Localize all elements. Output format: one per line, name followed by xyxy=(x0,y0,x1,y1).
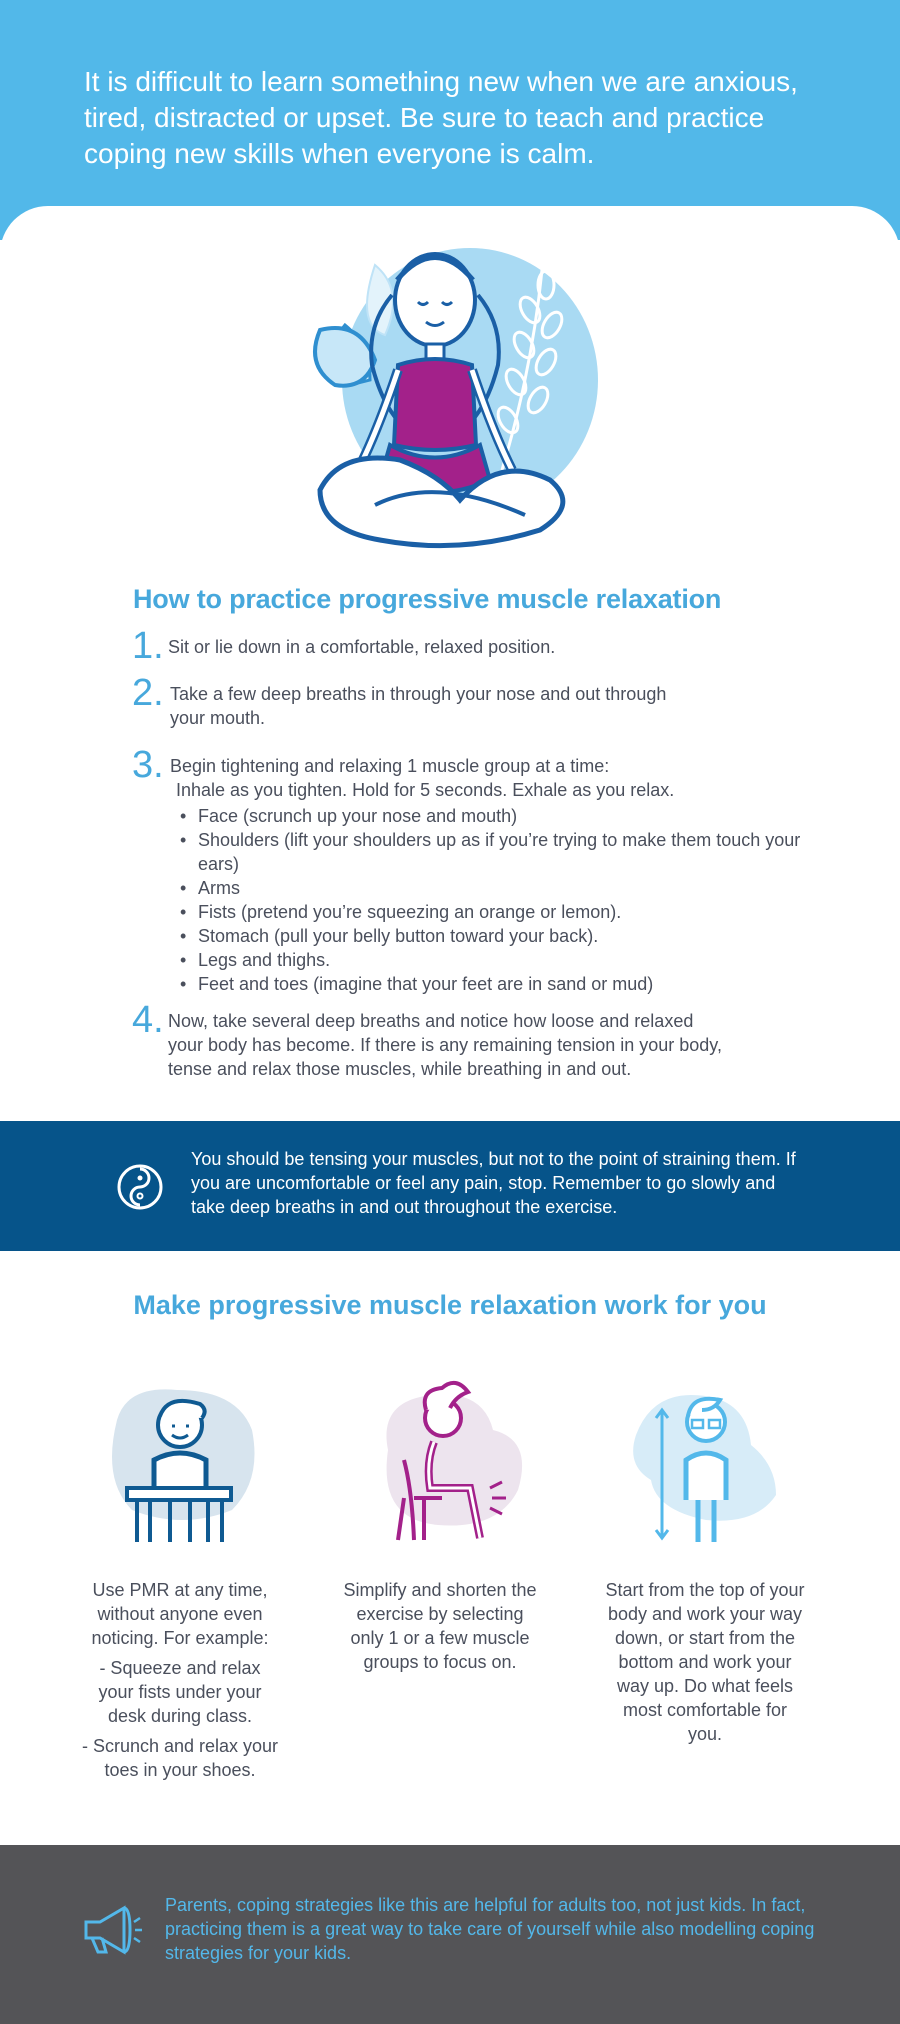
list-item: • Fists (pretend you’re squeezing an orange or lemon). xyxy=(180,900,810,924)
step-text: Now, take several deep breaths and notice how loose and relaxed xyxy=(168,1011,694,1031)
how-to-title: How to practice progressive muscle relaxation xyxy=(133,584,722,614)
step-number: 4. xyxy=(132,999,164,1041)
meditating-girl-illustration xyxy=(280,240,620,570)
list-item: • Stomach (pull your belly button toward your back). xyxy=(180,924,810,948)
tip-text: Start from the top of your body and work your way down, or start from the bottom and work your way up. Do what feels most comfortable for you. xyxy=(605,1580,805,1744)
step-text: Inhale as you tighten. Hold for 5 seconds. Exhale as you relax. xyxy=(176,780,675,800)
tip-example: - Scrunch and relax your toes in your shoes. xyxy=(81,1736,279,1780)
tip-text: Simplify and shorten the exercise by selecting only 1 or a few muscle groups to focus on. xyxy=(343,1580,537,1672)
tip-anytime xyxy=(80,1578,280,1782)
tip-example: - Squeeze and relax your fists under your desk during class. xyxy=(98,1658,262,1726)
step-text: Begin tightening and relaxing 1 muscle group at a time: xyxy=(170,756,610,776)
step-number: 3. xyxy=(132,744,164,786)
tip-simplify xyxy=(340,1578,540,1674)
tip-direction xyxy=(605,1578,805,1746)
step-text: Sit or lie down in a comfortable, relaxed position. xyxy=(168,637,556,657)
step-number: 1. xyxy=(132,625,164,667)
step-text: your mouth. xyxy=(170,708,266,728)
muscle-group-list xyxy=(170,804,810,996)
girl-sitting-on-chair-illustration xyxy=(368,1380,528,1545)
top-banner xyxy=(0,0,900,240)
make-it-work-title: Make progressive muscle relaxation work for you xyxy=(133,1290,767,1320)
list-item: • Arms xyxy=(180,876,810,900)
boy-standing-with-arrow-illustration xyxy=(626,1380,786,1545)
step-number: 2. xyxy=(132,672,164,714)
list-item: • Legs and thighs. xyxy=(180,948,810,972)
tip-text: Use PMR at any time, without anyone even noticing. For example: xyxy=(91,1580,269,1648)
caution-note xyxy=(0,1121,900,1251)
parents-text: Parents, coping strategies like this are helpful for adults too, not just kids. In fact, practicing them is a great way to take care of yourself while also modelling coping strategies for your kids. xyxy=(165,1895,815,1963)
caution-text: You should be tensing your muscles, but not to the point of straining them. If you are uncomfortable or feel any pain, stop. Remember to go slowly and take deep breaths in and out throughout the exercise. xyxy=(191,1149,796,1217)
banner-text: It is difficult to learn something new when we are anxious, tired, distracted or upset. Be sure to teach and practice coping new skills when everyone is calm. xyxy=(84,66,798,169)
megaphone-icon xyxy=(82,1904,144,1956)
boy-at-desk-illustration xyxy=(102,1380,262,1545)
step-text: tense and relax those muscles, while breathing in and out. xyxy=(168,1059,632,1079)
step-text: Take a few deep breaths in through your nose and out through xyxy=(170,684,667,704)
list-item: • Feet and toes (imagine that your feet are in sand or mud) xyxy=(180,972,810,996)
yin-yang-icon xyxy=(116,1163,164,1211)
list-item: • Shoulders (lift your shoulders up as if you’re trying to make them touch your ears) xyxy=(180,828,810,876)
list-item: • Face (scrunch up your nose and mouth) xyxy=(180,804,810,828)
step-text: your body has become. If there is any remaining tension in your body, xyxy=(168,1035,722,1055)
